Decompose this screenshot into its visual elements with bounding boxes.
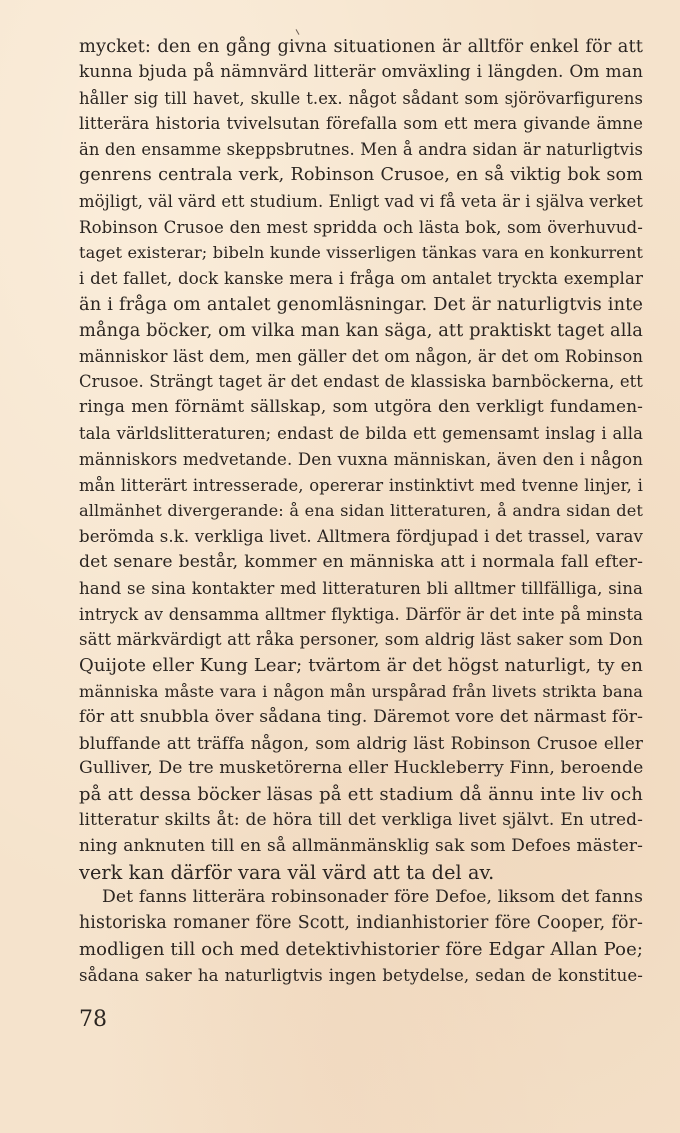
text-line: tala världslitteraturen; endast de bilda ett gemensamt inslag i alla [79, 423, 643, 443]
paragraph-1 [79, 34, 643, 885]
text-line: människa måste vara i någon mån urspårad från livets strikta bana [79, 681, 643, 701]
text-line: på att dessa böcker läsas på ett stadium då ännu inte liv och [79, 784, 643, 806]
text-line: många böcker, om vilka man kan säga, att praktiskt taget alla [79, 319, 643, 341]
text-line: håller sig till havet, skulle t.ex. något sådant som sjörövarfigurens [79, 88, 643, 108]
text-line: Gulliver, De tre musketörerna eller Huckleberry Finn, beroende [79, 758, 644, 779]
text-line: för att snubbla över sådana ting. Däremot vore det närmast för- [79, 706, 643, 727]
text-line: litteratur skilts åt: de höra till det verkliga livet självt. En utred- [79, 809, 643, 830]
text-line: i det fallet, dock kanske mera i fråga om antalet tryckta exemplar [79, 269, 643, 289]
text-line: berömda s.k. verkliga livet. Alltmera fördjupad i det trassel, varav [79, 527, 643, 547]
text-line: än i fråga om antalet genomläsningar. Det är naturligtvis inte [79, 293, 643, 315]
text-line: mycket: den en gång givna situationen är alltför enkel för att [79, 36, 643, 57]
text-line: sätt märkvärdigt att råka personer, som aldrig läst saker som Don [79, 630, 643, 650]
text-line: verk kan därför vara väl värd att ta del av. [79, 860, 495, 884]
text-line: genrens centrala verk, Robinson Crusoe, en så viktig bok som [79, 164, 643, 185]
text-line: människors medvetande. Den vuxna människan, även den i någon [79, 449, 643, 469]
text-line: historiska romaner före Scott, indianhistorier före Cooper, för- [79, 913, 643, 934]
text-line: taget existerar; bibeln kunde visserligen tänkas vara en konkurrent [79, 243, 643, 263]
text-line: bluffande att träffa någon, som aldrig läst Robinson Crusoe eller [79, 732, 643, 753]
text-line: människor läst dem, men gäller det om någon, är det om Robinson [79, 346, 643, 366]
text-line: Quijote eller Kung Lear; tvärtom är det högst naturligt, ty en [79, 655, 643, 677]
text-line: Crusoe. Strängt taget är det endast de klassiska barnböckerna, ett [79, 372, 643, 392]
book-page-text [79, 34, 643, 988]
text-line: litterära historia tvivelsutan förefalla som ett mera givande ämne [79, 114, 643, 134]
text-line: kunna bjuda på nämnvärd litterär omväxling i längden. Om man [79, 61, 643, 82]
text-line: intryck av densamma alltmer flyktiga. Därför är det inte på minsta [79, 604, 643, 624]
text-line: sådana saker ha naturligtvis ingen betydelse, sedan de konstitue- [79, 965, 643, 985]
page-number: 78 [79, 1007, 107, 1032]
text-line: möjligt, väl värd ett studium. Enligt vad vi få veta är i själva verket [79, 191, 643, 211]
text-line: Det fanns litterära robinsonader före Defoe, liksom det fanns [102, 887, 643, 908]
text-line: det senare består, kommer en människa att i normala fall efter- [79, 551, 643, 572]
text-line: ning anknuten till en så allmänmänsklig sak som Defoes mäster- [79, 835, 643, 856]
text-line: hand se sina kontakter med litteraturen bli alltmer tillfälliga, sina [79, 578, 643, 598]
text-line: mån litterärt intresserade, opererar instinktivt med tvenne linjer, i [79, 475, 643, 495]
text-line: ringa men förnämt sällskap, som utgöra den verkligt fundamen- [79, 397, 643, 418]
text-line: modligen till och med detektivhistorier före Edgar Allan Poe; [79, 938, 643, 960]
text-line: än den ensamme skeppsbrutnes. Men å andra sidan är naturligtvis [79, 140, 643, 160]
text-line: Robinson Crusoe den mest spridda och lästa bok, som överhuvud- [79, 217, 643, 237]
paragraph-2 [79, 885, 643, 988]
text-line: allmänhet divergerande: å ena sidan litteraturen, å andra sidan det [79, 501, 643, 521]
